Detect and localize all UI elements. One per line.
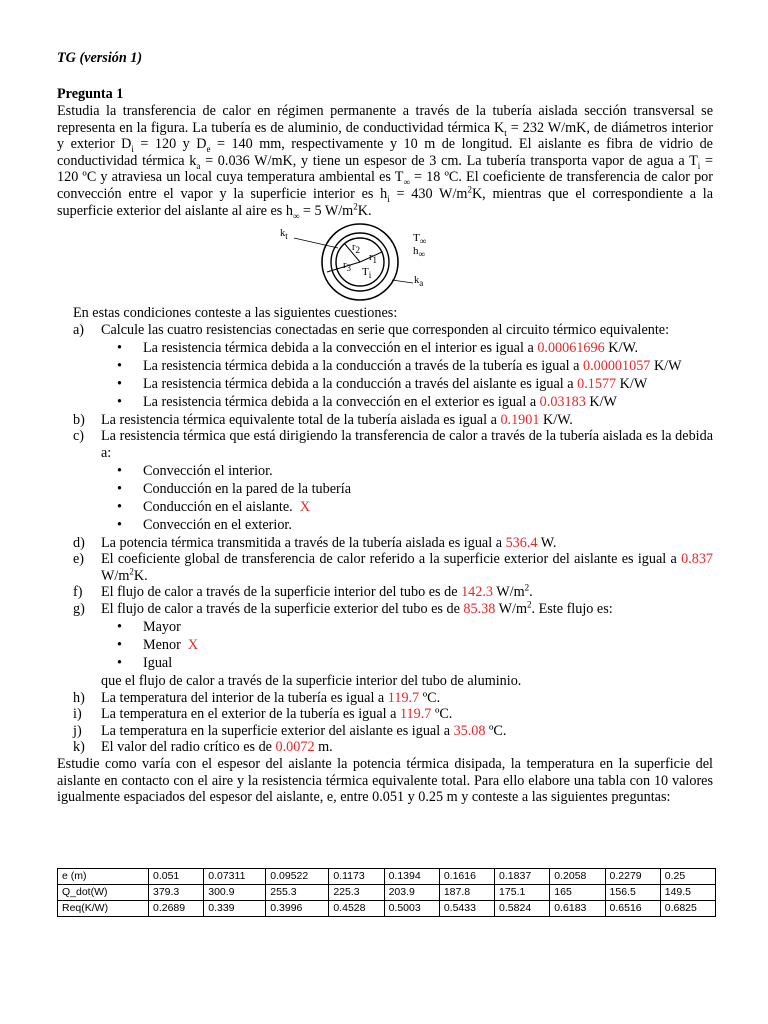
table-cell: 0.2279: [605, 869, 660, 885]
list-item: • Conducción en el aislante. X: [117, 499, 713, 516]
table-cell: 0.1394: [384, 869, 439, 885]
table-cell: 0.5824: [495, 901, 550, 917]
table-cell: 0.1616: [439, 869, 494, 885]
list-item: • Convección el interior.: [117, 463, 713, 480]
answer-value: 0.0072: [275, 739, 315, 756]
table-cell: 0.1173: [329, 869, 384, 885]
list-item: • Menor X: [117, 637, 713, 654]
question-letter: e): [73, 551, 85, 568]
table-cell: 0.6516: [605, 901, 660, 917]
question-i: i) La temperatura en el exterior de la tubería es igual a 119.7 ºC.: [73, 706, 453, 723]
answer-value: 119.7: [399, 706, 432, 723]
row-header: Req(K/W): [58, 901, 149, 917]
question-letter: f): [73, 584, 83, 601]
table-cell: 175.1: [495, 885, 550, 901]
pipe-cross-section-figure: [280, 222, 440, 302]
list-item: • La resistencia térmica debida a la conducción a través de la tubería es igual a 0.00001057 K/W: [117, 358, 713, 375]
table-cell: 149.5: [660, 885, 715, 901]
table-cell: 0.6825: [660, 901, 715, 917]
question-letter: j): [73, 722, 82, 739]
answer-value: 0.1577: [577, 375, 617, 392]
table-cell: 156.5: [605, 885, 660, 901]
questions-lead: En estas condiciones conteste a las siguientes cuestiones:: [73, 305, 398, 321]
question-c: [73, 428, 713, 461]
selected-mark: X: [187, 636, 199, 653]
question-f: f) El flujo de calor a través de la superficie interior del tubo es de 142.3 $W/m^2$.: [73, 582, 533, 601]
table-row: [58, 901, 716, 917]
table-cell: 187.8: [439, 885, 494, 901]
option-list: [117, 463, 713, 534]
table-cell: 0.6183: [550, 901, 605, 917]
question-letter: k): [73, 739, 85, 756]
question-e: e) El coeficiente global de transferencia de calor referido a la superficie exterior del aislante es igual a 0.837 $W/m^2K$.: [73, 551, 713, 584]
answer-value: 0.00001057: [583, 357, 651, 374]
questions-body: [57, 305, 713, 806]
selected-mark: X: [299, 498, 311, 515]
question-letter: g): [73, 601, 85, 617]
row-header: e (m): [58, 869, 149, 885]
table-cell: 0.1837: [495, 869, 550, 885]
r2-label: $r_2$: [352, 242, 360, 256]
question-j: j) La temperatura en la superficie exterior del aislante es igual a 35.08 ºC.: [73, 722, 507, 739]
question-letter: a): [73, 321, 85, 338]
r3-label: $r_3$: [343, 260, 351, 274]
table-cell: 0.3996: [266, 901, 329, 917]
table-cell: 379.3: [149, 885, 204, 901]
ka-label: $k_a$: [414, 275, 424, 289]
ti-label: $T_i$: [362, 266, 372, 280]
answer-value: 35.08: [453, 722, 486, 739]
table-cell: 225.3: [329, 885, 384, 901]
option-list: [117, 619, 713, 672]
question-letter: d): [73, 534, 85, 551]
table-row: [58, 869, 716, 885]
table-cell: 0.339: [204, 901, 266, 917]
answer-value: 0.03183: [539, 393, 586, 410]
question-g: g) El flujo de calor a través de la superficie exterior del tubo es de 85.38 $W/m^2$. Este flujo es:: [73, 599, 613, 617]
table-cell: 203.9: [384, 885, 439, 901]
question-k: k) El valor del radio crítico es de 0.0072 m.: [73, 739, 333, 756]
answer-value: 119.7: [387, 689, 420, 706]
table-cell: 0.051: [149, 869, 204, 885]
problem-statement: Estudia la transferencia de calor en régimen permanente a través de la tubería aislada sección transversal se representa en la figura. La tubería es de aluminio, de conductividad térmica $K_t = 232$ W/mK, de diámetros interior y exterior $D_i = 120$ y $D_e = 140$ mm, respectivamente y 10 m de longitud. El aislante es fibra de vidrio de conductividad térmica $k_a = 0.036$ W/mK, y tiene un espesor de 3 cm. La tubería transporta vapor de agua a $T_i = 120$ ºC y atraviesa un local cuya temperatura ambiental es $T_\infty = 18$ ºC. El coeficiente de transferencia de calor por convección entre el vapor y la superficie interior es $h_i = 430$ $W/m^2K$, mientras que el correspondiente a la superficie exterior del aislante al aire es $h_\infty = 5$ $W/m^2K$.: [57, 103, 713, 221]
list-item: • La resistencia térmica debida a la convección en el exterior es igual a 0.03183 K/W: [117, 394, 713, 411]
question-b: b) La resistencia térmica equivalente total de la tubería aislada es igual a 0.1901 K/W.: [73, 411, 573, 428]
table-cell: 0.2058: [550, 869, 605, 885]
question-list: [57, 322, 713, 756]
row-header: Q_dot(W): [58, 885, 149, 901]
question-title: Pregunta 1: [57, 86, 124, 102]
t-infinity-label: $T_\infty$: [413, 232, 427, 246]
table-cell: 255.3: [266, 885, 329, 901]
question-text: Calcule las cuatro resistencias conectadas en serie que corresponden al circuito térmico equivalente:: [101, 321, 670, 338]
table-cell: 0.5003: [384, 901, 439, 917]
question-letter: i): [73, 706, 82, 723]
answer-value: 0.837: [681, 551, 713, 568]
question-letter: b): [73, 411, 85, 428]
h-infinity-label: $h_\infty$: [413, 245, 425, 259]
list-item: • La resistencia térmica debida a la conducción a través del aislante es igual a 0.1577 K/W: [117, 376, 713, 393]
question-text: La resistencia térmica que está dirigiendo la transferencia de calor a través de la tubería aislada es la debida a:: [101, 428, 713, 461]
table-cell: 0.2689: [149, 901, 204, 917]
answer-value: 85.38: [463, 601, 496, 617]
insulation-thickness-table: [57, 868, 716, 917]
question-g-tail: que el flujo de calor a través de la superficie interior del tubo de aluminio.: [101, 672, 522, 689]
table-row: [58, 885, 716, 901]
question-h: h) La temperatura del interior de la tubería es igual a 119.7 ºC.: [73, 689, 441, 706]
answer-value: 0.00061696: [537, 339, 605, 356]
table-cell: 0.5433: [439, 901, 494, 917]
table-cell: 0.25: [660, 869, 715, 885]
table-cell: 0.09522: [266, 869, 329, 885]
table-cell: 300.9: [204, 885, 266, 901]
ka-leader-line: [392, 280, 413, 283]
answer-value: 142.3: [461, 584, 493, 601]
study-paragraph: Estudie como varía con el espesor del aislante la potencia térmica disipada, la temperatura en la superficie del aislante en contacto con el aire y la resistencia térmica equivalente total. Para ello elabore una tabla con 10 valores igualmente espaciados del espesor del aislante, e, entre 0.051 y 0.25 m y conteste a las siguientes preguntas:: [57, 755, 713, 806]
table-cell: 165: [550, 885, 605, 901]
list-item: • La resistencia térmica debida a la convección en el interior es igual a 0.00061696 K/W.: [117, 340, 713, 357]
r1-label: $r_1$: [369, 252, 377, 266]
question-a: [73, 322, 713, 339]
list-item: • Conducción en la pared de la tubería: [117, 481, 713, 498]
list-item: • Mayor: [117, 619, 713, 636]
question-letter: c): [73, 428, 85, 445]
table-cell: 0.07311: [204, 869, 266, 885]
list-item: • Convección en el exterior.: [117, 517, 713, 534]
document-title: TG (versión 1): [57, 50, 143, 66]
question-d: d) La potencia térmica transmitida a través de la tubería aislada es igual a 536.4 W.: [73, 534, 557, 551]
table-cell: 0.4528: [329, 901, 384, 917]
list-item: • Igual: [117, 655, 713, 672]
kt-label: $k_t$: [280, 228, 288, 242]
question-letter: h): [73, 689, 85, 706]
answer-value: 0.1901: [500, 411, 540, 428]
answer-value: 536.4: [505, 534, 538, 551]
resistance-list: [117, 340, 713, 411]
